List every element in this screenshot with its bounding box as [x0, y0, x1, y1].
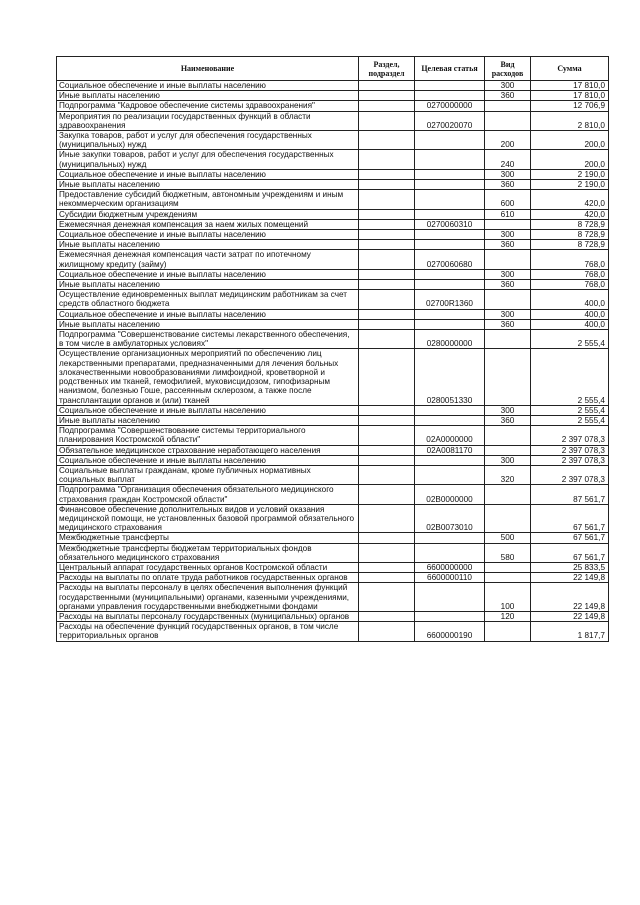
cell-sum: 200,0	[531, 150, 609, 169]
cell-sum: 25 833,5	[531, 562, 609, 572]
cell-name: Мероприятия по реализации государственных функций в области здравоохранения	[57, 111, 359, 130]
cell-name: Ежемесячная денежная компенсация за наем жилых помещений	[57, 219, 359, 229]
cell-expense: 580	[485, 543, 531, 562]
cell-expense	[485, 101, 531, 111]
cell-expense: 120	[485, 611, 531, 621]
table-row	[57, 219, 609, 229]
cell-target: 0270060310	[415, 219, 485, 229]
cell-section	[359, 349, 415, 405]
cell-expense	[485, 485, 531, 504]
cell-target: 02А0000000	[415, 426, 485, 445]
cell-expense: 610	[485, 209, 531, 219]
cell-expense: 300	[485, 309, 531, 319]
cell-expense	[485, 622, 531, 641]
table-row	[57, 573, 609, 583]
table-row	[57, 504, 609, 533]
cell-section	[359, 583, 415, 612]
table-row	[57, 280, 609, 290]
table-row	[57, 169, 609, 179]
cell-expense: 300	[485, 169, 531, 179]
cell-expense	[485, 573, 531, 583]
cell-name: Субсидии бюджетным учреждениям	[57, 209, 359, 219]
cell-name: Подпрограмма "Совершенствование системы территориального планирования Костромской области"	[57, 426, 359, 445]
cell-name: Расходы на выплаты по оплате труда работников государственных органов	[57, 573, 359, 583]
cell-expense	[485, 330, 531, 349]
cell-section	[359, 101, 415, 111]
cell-name: Расходы на выплаты персоналу в целях обеспечения выполнения функций государственными (муниципальными) органами, казенными учреждениями, органами управления государственными внебюджетными фондами	[57, 583, 359, 612]
cell-section	[359, 269, 415, 279]
cell-target	[415, 150, 485, 169]
header-expense: Вид расходов	[485, 57, 531, 81]
cell-section	[359, 405, 415, 415]
cell-section	[359, 504, 415, 533]
cell-name: Социальные выплаты гражданам, кроме публичных нормативных социальных выплат	[57, 465, 359, 484]
cell-target	[415, 169, 485, 179]
cell-target: 0270060680	[415, 250, 485, 269]
cell-sum: 12 706,9	[531, 101, 609, 111]
cell-sum: 8 728,9	[531, 230, 609, 240]
cell-expense: 360	[485, 415, 531, 425]
cell-expense: 360	[485, 240, 531, 250]
cell-sum: 420,0	[531, 209, 609, 219]
cell-sum: 2 397 078,3	[531, 445, 609, 455]
table-header-row	[57, 57, 609, 81]
cell-name: Центральный аппарат государственных органов Костромской области	[57, 562, 359, 572]
cell-sum: 67 561,7	[531, 504, 609, 533]
cell-target	[415, 190, 485, 209]
cell-section	[359, 150, 415, 169]
cell-target: 0270000000	[415, 101, 485, 111]
cell-expense: 300	[485, 455, 531, 465]
table-row	[57, 330, 609, 349]
cell-name: Иные выплаты населению	[57, 280, 359, 290]
table-row	[57, 101, 609, 111]
cell-target	[415, 583, 485, 612]
table-row	[57, 405, 609, 415]
cell-section	[359, 169, 415, 179]
cell-sum: 22 149,8	[531, 611, 609, 621]
table-row	[57, 622, 609, 641]
table-row	[57, 180, 609, 190]
cell-name: Иные выплаты населению	[57, 180, 359, 190]
cell-target: 0270020070	[415, 111, 485, 130]
table-row	[57, 240, 609, 250]
cell-target: 0280000000	[415, 330, 485, 349]
cell-section	[359, 533, 415, 543]
table-body	[57, 81, 609, 642]
cell-name: Иные выплаты населению	[57, 319, 359, 329]
cell-expense	[485, 290, 531, 309]
cell-section	[359, 230, 415, 240]
cell-name: Подпрограмма "Совершенствование системы лекарственного обеспечения, в том числе в амбулаторных условиях"	[57, 330, 359, 349]
cell-sum: 2 555,4	[531, 415, 609, 425]
cell-section	[359, 622, 415, 641]
cell-name: Социальное обеспечение и иные выплаты населению	[57, 455, 359, 465]
cell-target: 02А0081170	[415, 445, 485, 455]
cell-sum: 87 561,7	[531, 485, 609, 504]
cell-expense	[485, 445, 531, 455]
cell-target	[415, 209, 485, 219]
cell-sum: 768,0	[531, 280, 609, 290]
table-row	[57, 91, 609, 101]
cell-section	[359, 280, 415, 290]
cell-name: Обязательное медицинское страхование неработающего населения	[57, 445, 359, 455]
cell-section	[359, 290, 415, 309]
cell-expense: 600	[485, 190, 531, 209]
cell-expense: 300	[485, 405, 531, 415]
cell-section	[359, 455, 415, 465]
cell-section	[359, 219, 415, 229]
cell-name: Иные выплаты населению	[57, 240, 359, 250]
cell-target	[415, 230, 485, 240]
cell-target	[415, 415, 485, 425]
cell-sum: 2 190,0	[531, 169, 609, 179]
cell-section	[359, 573, 415, 583]
budget-table	[56, 56, 609, 642]
cell-section	[359, 319, 415, 329]
cell-sum: 2 555,4	[531, 330, 609, 349]
cell-expense: 360	[485, 319, 531, 329]
table-row	[57, 465, 609, 484]
cell-target	[415, 131, 485, 150]
cell-target	[415, 240, 485, 250]
cell-expense	[485, 349, 531, 405]
cell-name: Иные закупки товаров, работ и услуг для обеспечения государственных (муниципальных) нужд	[57, 150, 359, 169]
cell-sum: 768,0	[531, 269, 609, 279]
cell-sum: 17 810,0	[531, 81, 609, 91]
cell-name: Социальное обеспечение и иные выплаты населению	[57, 309, 359, 319]
cell-expense: 500	[485, 533, 531, 543]
cell-sum: 200,0	[531, 131, 609, 150]
cell-section	[359, 445, 415, 455]
cell-name: Ежемесячная денежная компенсация части затрат по ипотечному жилищному кредиту (займу)	[57, 250, 359, 269]
table-row	[57, 611, 609, 621]
cell-sum: 2 397 078,3	[531, 465, 609, 484]
cell-name: Социальное обеспечение и иные выплаты населению	[57, 169, 359, 179]
cell-sum: 420,0	[531, 190, 609, 209]
cell-sum: 2 555,4	[531, 349, 609, 405]
cell-name: Социальное обеспечение и иные выплаты населению	[57, 269, 359, 279]
cell-expense	[485, 111, 531, 130]
cell-expense: 360	[485, 280, 531, 290]
cell-section	[359, 111, 415, 130]
cell-section	[359, 426, 415, 445]
cell-sum: 400,0	[531, 290, 609, 309]
cell-section	[359, 330, 415, 349]
cell-expense: 300	[485, 81, 531, 91]
table-row	[57, 269, 609, 279]
cell-sum: 8 728,9	[531, 219, 609, 229]
cell-sum: 400,0	[531, 309, 609, 319]
cell-expense	[485, 250, 531, 269]
table-row	[57, 562, 609, 572]
table-row	[57, 150, 609, 169]
table-row	[57, 190, 609, 209]
table-row	[57, 250, 609, 269]
cell-target	[415, 81, 485, 91]
cell-name: Осуществление единовременных выплат медицинским работникам за счет средств областного бюджета	[57, 290, 359, 309]
cell-sum: 400,0	[531, 319, 609, 329]
cell-sum: 768,0	[531, 250, 609, 269]
table-row	[57, 309, 609, 319]
cell-name: Межбюджетные трансферты	[57, 533, 359, 543]
table-row	[57, 583, 609, 612]
cell-name: Расходы на обеспечение функций государственных органов, в том числе территориальных органов	[57, 622, 359, 641]
cell-sum: 2 397 078,3	[531, 455, 609, 465]
cell-sum: 22 149,8	[531, 583, 609, 612]
cell-target: 02В0000000	[415, 485, 485, 504]
cell-section	[359, 209, 415, 219]
table-row	[57, 349, 609, 405]
cell-name: Осуществление организационных мероприятий по обеспечению лиц лекарственными препаратами, предназначенными для лечения больных злокачественными новообразованиями лимфоидной, кроветворной и родственных им тканей, гемофилией, муковисцидозом, гипофизарным нанизмом, болезнью Гоше, рассеянным склерозом, а также после трансплантации органов и (или) тканей	[57, 349, 359, 405]
cell-expense: 300	[485, 230, 531, 240]
cell-expense	[485, 562, 531, 572]
cell-name: Иные выплаты населению	[57, 415, 359, 425]
cell-section	[359, 415, 415, 425]
table-row	[57, 455, 609, 465]
cell-section	[359, 485, 415, 504]
cell-sum: 2 555,4	[531, 405, 609, 415]
cell-section	[359, 543, 415, 562]
cell-target	[415, 543, 485, 562]
cell-target	[415, 280, 485, 290]
cell-sum: 67 561,7	[531, 533, 609, 543]
cell-target	[415, 269, 485, 279]
cell-section	[359, 180, 415, 190]
cell-sum: 1 817,7	[531, 622, 609, 641]
table-row	[57, 543, 609, 562]
table-row	[57, 290, 609, 309]
cell-target	[415, 611, 485, 621]
cell-expense	[485, 426, 531, 445]
table-row	[57, 230, 609, 240]
cell-sum: 8 728,9	[531, 240, 609, 250]
cell-section	[359, 81, 415, 91]
cell-name: Социальное обеспечение и иные выплаты населению	[57, 81, 359, 91]
cell-section	[359, 465, 415, 484]
cell-target	[415, 405, 485, 415]
cell-section	[359, 240, 415, 250]
table-row	[57, 319, 609, 329]
header-section: Раздел, подраздел	[359, 57, 415, 81]
cell-name: Межбюджетные трансферты бюджетам территориальных фондов обязательного медицинского страхования	[57, 543, 359, 562]
cell-target: 6600000000	[415, 562, 485, 572]
cell-sum: 2 810,0	[531, 111, 609, 130]
cell-name: Подпрограмма "Организация обеспечения обязательного медицинского страхования граждан Костромской области"	[57, 485, 359, 504]
cell-target: 0280051330	[415, 349, 485, 405]
cell-section	[359, 562, 415, 572]
cell-name: Закупка товаров, работ и услуг для обеспечения государственных (муниципальных) нужд	[57, 131, 359, 150]
cell-expense: 100	[485, 583, 531, 612]
cell-section	[359, 190, 415, 209]
table-row	[57, 209, 609, 219]
cell-target	[415, 309, 485, 319]
table-row	[57, 131, 609, 150]
cell-target: 02В0073010	[415, 504, 485, 533]
cell-target: 6600000190	[415, 622, 485, 641]
cell-sum: 22 149,8	[531, 573, 609, 583]
cell-target	[415, 319, 485, 329]
table-row	[57, 415, 609, 425]
cell-expense	[485, 504, 531, 533]
cell-expense: 300	[485, 269, 531, 279]
cell-section	[359, 131, 415, 150]
header-sum: Сумма	[531, 57, 609, 81]
cell-expense: 200	[485, 131, 531, 150]
cell-expense: 360	[485, 180, 531, 190]
cell-section	[359, 91, 415, 101]
cell-sum: 2 190,0	[531, 180, 609, 190]
cell-name: Подпрограмма "Кадровое обеспечение системы здравоохранения"	[57, 101, 359, 111]
table-row	[57, 111, 609, 130]
cell-expense: 360	[485, 91, 531, 101]
cell-target	[415, 91, 485, 101]
cell-expense	[485, 219, 531, 229]
cell-sum: 67 561,7	[531, 543, 609, 562]
cell-target	[415, 465, 485, 484]
header-name: Наименование	[57, 57, 359, 81]
cell-sum: 17 810,0	[531, 91, 609, 101]
cell-section	[359, 250, 415, 269]
cell-expense: 240	[485, 150, 531, 169]
cell-target	[415, 180, 485, 190]
cell-name: Предоставление субсидий бюджетным, автономным учреждениям и иным некоммерческим организациям	[57, 190, 359, 209]
cell-target: 6600000110	[415, 573, 485, 583]
table-row	[57, 445, 609, 455]
cell-name: Социальное обеспечение и иные выплаты населению	[57, 230, 359, 240]
cell-target	[415, 533, 485, 543]
cell-expense: 320	[485, 465, 531, 484]
cell-target: 02700R1360	[415, 290, 485, 309]
cell-section	[359, 611, 415, 621]
table-row	[57, 485, 609, 504]
budget-table-page	[56, 56, 608, 642]
header-target: Целевая статья	[415, 57, 485, 81]
table-row	[57, 533, 609, 543]
cell-name: Финансовое обеспечение дополнительных видов и условий оказания медицинской помощи, не установленных базовой программой обязательного медицинского страхования	[57, 504, 359, 533]
cell-sum: 2 397 078,3	[531, 426, 609, 445]
cell-section	[359, 309, 415, 319]
cell-name: Социальное обеспечение и иные выплаты населению	[57, 405, 359, 415]
cell-name: Расходы на выплаты персоналу государственных (муниципальных) органов	[57, 611, 359, 621]
table-row	[57, 81, 609, 91]
table-row	[57, 426, 609, 445]
cell-target	[415, 455, 485, 465]
cell-name: Иные выплаты населению	[57, 91, 359, 101]
